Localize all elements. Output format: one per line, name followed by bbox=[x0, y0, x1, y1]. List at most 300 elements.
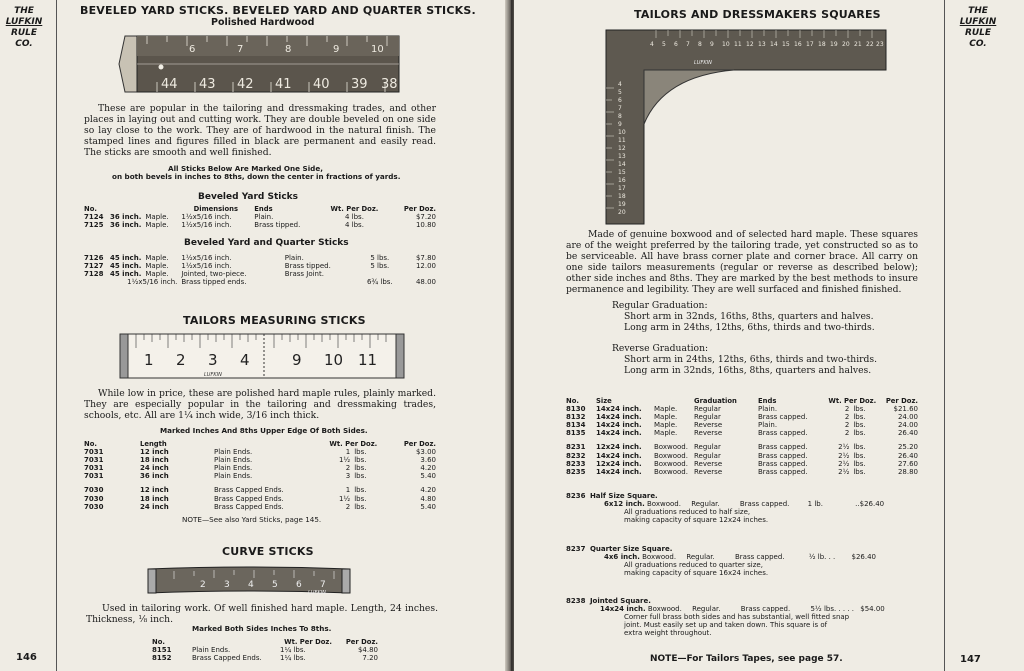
square-illustration bbox=[604, 28, 890, 228]
cell: 2½ bbox=[838, 443, 850, 452]
cell: 2 bbox=[345, 502, 351, 511]
table-row bbox=[82, 503, 438, 511]
col-header: Per Doz. bbox=[403, 440, 436, 448]
cell: Plain Ends. bbox=[214, 464, 253, 473]
square-number: 13 bbox=[618, 153, 626, 160]
cell: Brass Joint. bbox=[284, 270, 324, 279]
col-header: Dimensions bbox=[193, 205, 239, 213]
cell: 8232 bbox=[566, 451, 586, 460]
cell: 45 inch. bbox=[110, 254, 142, 262]
marking-note: Marked Both Sides Inches To 8ths. bbox=[192, 624, 332, 633]
brand-line: THE bbox=[968, 6, 988, 16]
col-header: Wt. Per Doz. bbox=[284, 638, 332, 646]
cell: 25.20 bbox=[897, 443, 918, 452]
regular-graduation bbox=[612, 300, 875, 333]
graduation-line: Long arm in 24ths, 12ths, 6ths, thirds and two-thirds. bbox=[624, 322, 875, 333]
cell: 1½x5/16 inch. bbox=[181, 262, 232, 271]
item-detail: Corner full brass both sides and has substantial, well fitted snap bbox=[624, 613, 850, 622]
stick-number: 39 bbox=[351, 77, 368, 92]
cell: lbs. bbox=[853, 421, 866, 430]
cell: 2½ bbox=[838, 467, 850, 476]
cell: 12 inch bbox=[140, 486, 169, 495]
cell: 2 bbox=[844, 413, 850, 422]
cell: Brass Capped Ends. bbox=[214, 494, 284, 503]
cell: 1½x5/16 inch. bbox=[127, 278, 178, 287]
cell: Brass capped. bbox=[758, 443, 808, 452]
item-size: 4x6 inch. bbox=[604, 553, 640, 562]
table-row bbox=[82, 278, 438, 286]
cell: 5.40 bbox=[420, 472, 436, 481]
yard-quarter-sticks-table bbox=[82, 254, 438, 286]
square-number: 11 bbox=[734, 41, 742, 48]
stick-number: 3 bbox=[208, 351, 218, 369]
cell: Plain. bbox=[758, 405, 778, 414]
square-number: 16 bbox=[794, 41, 802, 48]
col-header: No. bbox=[84, 205, 97, 213]
cell: 7.20 bbox=[362, 654, 378, 663]
description-paragraph: While low in price, these are polished hard maple rules, plainly marked. They are especially popular in the tailoring and dressmaking trades, schools, etc. All are 1¼ inch wide, 3/16 inch thick. bbox=[84, 388, 436, 421]
cell: 27.60 bbox=[897, 459, 918, 468]
cell: 8233 bbox=[566, 459, 586, 468]
square-number: 17 bbox=[618, 185, 626, 192]
square-number: 10 bbox=[722, 41, 730, 48]
cell: 26.40 bbox=[897, 451, 918, 460]
square-number: 12 bbox=[746, 41, 754, 48]
right-brand bbox=[958, 6, 998, 50]
cell: Plain Ends. bbox=[192, 646, 231, 655]
square-number: 4 bbox=[650, 41, 654, 48]
cell: 4 lbs. bbox=[344, 221, 364, 230]
right-page bbox=[514, 0, 1024, 671]
item-detail: All graduations reduced to quarter size, bbox=[624, 561, 763, 570]
square-number: 12 bbox=[618, 145, 626, 152]
reverse-graduation bbox=[612, 343, 877, 376]
table-row bbox=[564, 405, 920, 413]
item-grad: Regular. bbox=[691, 500, 720, 509]
stick-number: 3 bbox=[224, 580, 230, 590]
cell: 36 inch bbox=[140, 472, 169, 481]
cell: 1 bbox=[345, 486, 351, 495]
cell: 12.00 bbox=[415, 262, 436, 271]
cell: 3.60 bbox=[420, 456, 436, 465]
page-number: 147 bbox=[960, 654, 981, 665]
item-number: 8236 bbox=[566, 492, 586, 500]
yard-stick-illustration bbox=[117, 34, 401, 94]
cell: 24 inch bbox=[140, 502, 169, 511]
table-row bbox=[82, 262, 438, 270]
square-number: 22 bbox=[866, 41, 874, 48]
description-paragraph: Made of genuine boxwood and of selected hard maple. These squares are of the weight preferred by the tailoring trade, yet constructed so as to be serviceable. All have brass corner plate and corner brace. All carry on one side tailors measurements (regular or reverse as described below); other side inches and 8ths. They are marked by the best methods to insure permanence and legibility. They are well surfaced and finished finished. bbox=[566, 229, 918, 295]
stick-number: 4 bbox=[240, 351, 250, 369]
cell: $21.60 bbox=[893, 405, 918, 414]
item-8236 bbox=[566, 492, 884, 524]
cell: 12x24 inch. bbox=[596, 443, 642, 452]
col-header: Ends bbox=[758, 397, 777, 405]
table-row bbox=[82, 254, 438, 262]
description-paragraph: Used in tailoring work. Of well finished hard maple. Length, 24 inches. Thickness, ⅛ inch. bbox=[86, 603, 438, 625]
item-detail: extra weight throughout. bbox=[624, 629, 712, 638]
cell: Brass Capped Ends. bbox=[214, 502, 284, 511]
stick-number: 2 bbox=[176, 351, 186, 369]
item-wt: 5½ bbox=[810, 605, 822, 614]
square-number: 6 bbox=[674, 41, 678, 48]
brand-line: LUFKIN bbox=[959, 17, 997, 27]
cell: lbs. bbox=[354, 456, 367, 465]
cell: Reverse bbox=[694, 429, 723, 438]
item-price: $54.00 bbox=[860, 605, 885, 614]
square-number: 13 bbox=[758, 41, 766, 48]
footer-note: NOTE—For Tailors Tapes, see page 57. bbox=[650, 654, 843, 664]
stick-number: 6 bbox=[189, 44, 196, 55]
table-row bbox=[564, 452, 920, 460]
cell: 3 bbox=[345, 472, 351, 481]
cell: 10.80 bbox=[415, 221, 436, 230]
stick-number: 43 bbox=[199, 77, 216, 92]
table-row bbox=[82, 448, 438, 456]
cell: 8152 bbox=[152, 654, 172, 663]
table-row bbox=[82, 213, 438, 221]
cell: Boxwood. bbox=[654, 467, 688, 476]
section-title: TAILORS MEASURING STICKS bbox=[183, 314, 366, 327]
cell: Regular bbox=[694, 413, 721, 422]
item-grad: Regular. bbox=[692, 605, 721, 614]
cell: 2 bbox=[844, 429, 850, 438]
cell: 26.40 bbox=[897, 429, 918, 438]
graduation-line: Short arm in 32nds, 16ths, 8ths, quarters and halves. bbox=[624, 311, 874, 322]
cell: 8130 bbox=[566, 405, 586, 414]
square-number: 4 bbox=[618, 81, 622, 88]
cell: 24.00 bbox=[897, 413, 918, 422]
stick-number: 8 bbox=[285, 44, 292, 55]
cell: 7030 bbox=[84, 486, 104, 495]
cell: lbs. bbox=[853, 443, 866, 452]
cell: lbs. bbox=[853, 413, 866, 422]
stick-number: 1 bbox=[144, 351, 154, 369]
cell: Maple. bbox=[145, 221, 169, 230]
square-number: 19 bbox=[830, 41, 838, 48]
cell: Reverse bbox=[694, 421, 723, 430]
stick-number: 5 bbox=[272, 580, 278, 590]
cell: 14x24 inch. bbox=[596, 405, 642, 414]
col-header: Size bbox=[596, 397, 612, 405]
cell: 4.20 bbox=[420, 486, 436, 495]
cell: 7031 bbox=[84, 464, 104, 473]
square-number: 20 bbox=[842, 41, 850, 48]
item-number: 8237 bbox=[566, 545, 586, 553]
square-number: 5 bbox=[618, 89, 622, 96]
cell: 8134 bbox=[566, 421, 586, 430]
cell: 2½ bbox=[838, 451, 850, 460]
col-header: Wt. Per Doz. bbox=[828, 397, 877, 405]
cell: 14x24 inch. bbox=[596, 421, 642, 430]
cell: 8235 bbox=[566, 467, 586, 476]
col-header: Per Doz. bbox=[885, 397, 918, 405]
stick-number: 9 bbox=[292, 351, 302, 369]
cell: 18 inch bbox=[140, 494, 169, 503]
cell: Brass capped. bbox=[758, 413, 808, 422]
section-title: BEVELED YARD STICKS. BEVELED YARD AND QUARTER STICKS. bbox=[80, 4, 476, 17]
table-row bbox=[82, 495, 438, 503]
cell: 1¼ lbs. bbox=[280, 646, 306, 655]
table-row bbox=[82, 486, 438, 494]
square-number: 6 bbox=[618, 97, 622, 104]
cell: 7127 bbox=[84, 262, 104, 271]
cell: Jointed, two-piece. bbox=[181, 270, 247, 279]
stick-number: 42 bbox=[237, 77, 254, 92]
cell: $4.80 bbox=[357, 646, 378, 655]
item-size: 14x24 inch. bbox=[600, 605, 646, 614]
table-row bbox=[150, 646, 380, 654]
cell: 28.80 bbox=[897, 467, 918, 476]
stick-number: 38 bbox=[381, 77, 398, 92]
col-header: No. bbox=[152, 638, 165, 646]
cell: Plain. bbox=[254, 213, 274, 222]
stick-number: 44 bbox=[161, 77, 178, 92]
stick-number: 11 bbox=[358, 351, 378, 369]
stick-number: 10 bbox=[371, 44, 384, 55]
square-number: 8 bbox=[698, 41, 702, 48]
item-detail: making capacity of square 16x24 inches. bbox=[624, 569, 769, 578]
cell: 7031 bbox=[84, 472, 104, 481]
stick-number: 2 bbox=[200, 580, 206, 590]
square-number: 7 bbox=[618, 105, 622, 112]
square-number: 10 bbox=[618, 129, 626, 136]
cell: lbs. bbox=[354, 494, 367, 503]
cell: lbs. bbox=[354, 448, 367, 457]
brand-line: THE bbox=[14, 6, 34, 16]
cell: Regular bbox=[694, 451, 721, 460]
item-unit: lb. bbox=[814, 500, 823, 509]
col-header: Graduation bbox=[694, 397, 737, 405]
cell: 1½x5/16 inch. bbox=[181, 213, 232, 222]
cell: 24.00 bbox=[897, 421, 918, 430]
cell: 7126 bbox=[84, 254, 104, 262]
col-header: No. bbox=[84, 440, 97, 448]
item-wood: Boxwood. bbox=[646, 500, 681, 509]
item-grad: Regular. bbox=[686, 553, 715, 562]
graduation-line: Short arm in 24ths, 12ths, 6ths, thirds and two-thirds. bbox=[624, 354, 878, 365]
cell: 2 bbox=[844, 405, 850, 414]
square-number: 14 bbox=[770, 41, 778, 48]
table-row bbox=[564, 468, 920, 476]
cell: 1¼ lbs. bbox=[280, 654, 306, 663]
cell: 7124 bbox=[84, 213, 104, 222]
page-number: 146 bbox=[16, 652, 37, 663]
item-price: $26.40 bbox=[851, 553, 877, 562]
cell: 1½x5/16 inch. bbox=[181, 254, 232, 262]
cell: Brass capped. bbox=[758, 467, 808, 476]
section-title: TAILORS AND DRESSMAKERS SQUARES bbox=[634, 8, 881, 21]
cell: Brass capped. bbox=[758, 429, 808, 438]
cell: lbs. bbox=[354, 486, 367, 495]
cell: Brass capped. bbox=[758, 451, 808, 460]
square-number: 20 bbox=[618, 209, 626, 216]
description-paragraph: These are popular in the tailoring and dressmaking trades, and other places in laying out and cutting work. They are double beveled on one side so lay close to the work. They are of hardwood in the natural finish. The stamped lines and figures filled in black are permanent and easily read. The sticks are smooth and well finished. bbox=[84, 103, 436, 158]
cell: Plain Ends. bbox=[214, 448, 253, 457]
cell: 14x24 inch. bbox=[596, 413, 642, 422]
yard-sticks-table bbox=[82, 205, 438, 229]
stick-number: 9 bbox=[333, 44, 340, 55]
cell: 1½x5/16 inch. bbox=[181, 221, 232, 230]
cell: 8132 bbox=[566, 413, 586, 422]
cell: 7030 bbox=[84, 494, 104, 503]
stick-number: 41 bbox=[275, 77, 292, 92]
square-number: 14 bbox=[618, 161, 626, 168]
brand-line: CO. bbox=[969, 39, 987, 49]
cell: Reverse bbox=[694, 467, 723, 476]
item-price: ..$26.40 bbox=[855, 500, 885, 509]
cell: lbs. bbox=[853, 429, 866, 438]
cell: lbs. bbox=[354, 472, 367, 481]
squares-table bbox=[564, 397, 920, 476]
table-row bbox=[564, 421, 920, 429]
col-header: Per Doz. bbox=[403, 205, 436, 213]
cell: 4 lbs. bbox=[344, 213, 364, 222]
cell: Brass capped. bbox=[758, 459, 808, 468]
graduation-label: Reverse Graduation: bbox=[612, 343, 709, 354]
cell: 24 inch bbox=[140, 464, 169, 473]
cell: Regular bbox=[694, 443, 721, 452]
cell: 1 bbox=[345, 448, 351, 457]
cell: 14x24 inch. bbox=[596, 429, 642, 438]
item-wt: ½ bbox=[808, 553, 816, 562]
cell: Plain. bbox=[284, 254, 304, 262]
cell: 36 inch. bbox=[110, 221, 142, 230]
table-row bbox=[82, 270, 438, 278]
cell: 36 inch. bbox=[110, 213, 142, 222]
table-row bbox=[564, 413, 920, 421]
cell: Brass tipped ends. bbox=[181, 278, 247, 287]
table-row bbox=[82, 464, 438, 472]
item-number: 8238 bbox=[566, 597, 586, 605]
cell: 5.40 bbox=[420, 502, 436, 511]
item-wt: 1 bbox=[807, 500, 813, 509]
stick-number: 7 bbox=[320, 580, 326, 590]
marking-note: Marked Inches And 8ths Upper Edge Of Both Sides. bbox=[160, 426, 368, 435]
marking-note: on both bevels in inches to 8ths, down the center in fractions of yards. bbox=[112, 172, 401, 181]
square-number: 18 bbox=[618, 193, 626, 200]
item-8238 bbox=[566, 597, 885, 637]
table-title: Beveled Yard and Quarter Sticks bbox=[184, 238, 349, 248]
item-size: 6x12 inch. bbox=[604, 500, 645, 509]
cell: Maple. bbox=[654, 429, 678, 438]
cell: Maple. bbox=[654, 405, 678, 414]
square-number: 8 bbox=[618, 113, 622, 120]
square-number: 17 bbox=[806, 41, 814, 48]
cell: 2 bbox=[345, 464, 351, 473]
table-row bbox=[82, 472, 438, 480]
stick-number: 6 bbox=[296, 580, 302, 590]
square-number: 18 bbox=[818, 41, 826, 48]
cell: 12 inch bbox=[140, 448, 169, 457]
cell: Regular bbox=[694, 405, 721, 414]
item-ends: Brass capped. bbox=[740, 605, 791, 614]
item-ends: Brass capped. bbox=[735, 553, 785, 562]
item-8237 bbox=[566, 545, 876, 577]
table-row bbox=[564, 443, 920, 451]
cell: Brass tipped. bbox=[284, 262, 331, 271]
cell: Maple. bbox=[145, 213, 169, 222]
cell: 45 inch. bbox=[110, 270, 142, 279]
cell: 7031 bbox=[84, 456, 104, 465]
cell: Maple. bbox=[654, 413, 678, 422]
item-wood: Boxwood. bbox=[642, 553, 677, 562]
measuring-stick-illustration bbox=[118, 332, 408, 384]
marking-note: All Sticks Below Are Marked One Side, bbox=[168, 164, 323, 173]
cell: 45 inch. bbox=[110, 262, 142, 271]
cell: 8231 bbox=[566, 443, 586, 452]
stick-number: 40 bbox=[313, 77, 330, 92]
col-header: Length bbox=[140, 440, 167, 448]
brand-line: RULE bbox=[10, 28, 38, 38]
cell: 48.00 bbox=[415, 278, 436, 287]
square-number: 23 bbox=[876, 41, 884, 48]
col-header: Ends bbox=[254, 205, 273, 213]
section-subtitle: Polished Hardwood bbox=[211, 17, 315, 28]
table-row bbox=[82, 456, 438, 464]
brand-line: CO. bbox=[15, 39, 33, 49]
cell: Plain Ends. bbox=[214, 472, 253, 481]
square-number: 11 bbox=[618, 137, 626, 144]
col-header: Wt. Per Doz. bbox=[330, 205, 379, 213]
cell: 7125 bbox=[84, 221, 104, 230]
lufkin-logo: LUFKIN bbox=[308, 590, 326, 596]
left-margin-rule bbox=[56, 0, 57, 671]
item-title: Half Size Square. bbox=[589, 492, 658, 500]
cell: 8135 bbox=[566, 429, 586, 438]
square-number: 19 bbox=[618, 201, 626, 208]
item-detail: joint. Must easily set up and taken down. This square is of bbox=[624, 621, 828, 630]
cell: lbs. bbox=[853, 459, 866, 468]
cell: Boxwood. bbox=[654, 443, 688, 452]
item-title: Quarter Size Square. bbox=[589, 545, 673, 553]
square-number: 9 bbox=[618, 121, 622, 128]
square-number: 5 bbox=[662, 41, 666, 48]
square-number: 15 bbox=[618, 169, 626, 176]
cell: 6¾ lbs. bbox=[366, 278, 393, 287]
lufkin-logo: LUFKIN bbox=[204, 372, 222, 378]
item-unit: lb. . . bbox=[817, 553, 836, 562]
table-row bbox=[564, 429, 920, 437]
item-unit: lbs. . . . . bbox=[823, 605, 855, 614]
cell: Maple. bbox=[145, 270, 169, 279]
cell: Plain. bbox=[758, 421, 778, 430]
table-row bbox=[150, 654, 380, 662]
graduation-label: Regular Graduation: bbox=[612, 300, 708, 311]
cell: 5 lbs. bbox=[370, 254, 390, 262]
cell: Plain Ends. bbox=[214, 456, 253, 465]
item-detail: All graduations reduced to half size, bbox=[624, 508, 751, 517]
item-wood: Boxwood. bbox=[647, 605, 682, 614]
col-header: Wt. Per Doz. bbox=[329, 440, 378, 448]
brand-line: LUFKIN bbox=[5, 17, 43, 27]
col-header: Per Doz. bbox=[345, 638, 378, 646]
cell: 1½ bbox=[338, 494, 351, 503]
square-number: 7 bbox=[686, 41, 690, 48]
cell: lbs. bbox=[354, 464, 367, 473]
cell: Brass tipped. bbox=[254, 221, 301, 230]
section-title: CURVE STICKS bbox=[222, 545, 314, 558]
cell: 18 inch bbox=[140, 456, 169, 465]
cell: 4.80 bbox=[420, 494, 436, 503]
cell: $7.20 bbox=[415, 213, 436, 222]
cell: 2½ bbox=[838, 459, 850, 468]
stick-number: 7 bbox=[237, 44, 244, 55]
lufkin-logo: LUFKIN bbox=[694, 60, 712, 66]
brand-line: RULE bbox=[964, 28, 992, 38]
table-row bbox=[564, 460, 920, 468]
square-number: 16 bbox=[618, 177, 626, 184]
